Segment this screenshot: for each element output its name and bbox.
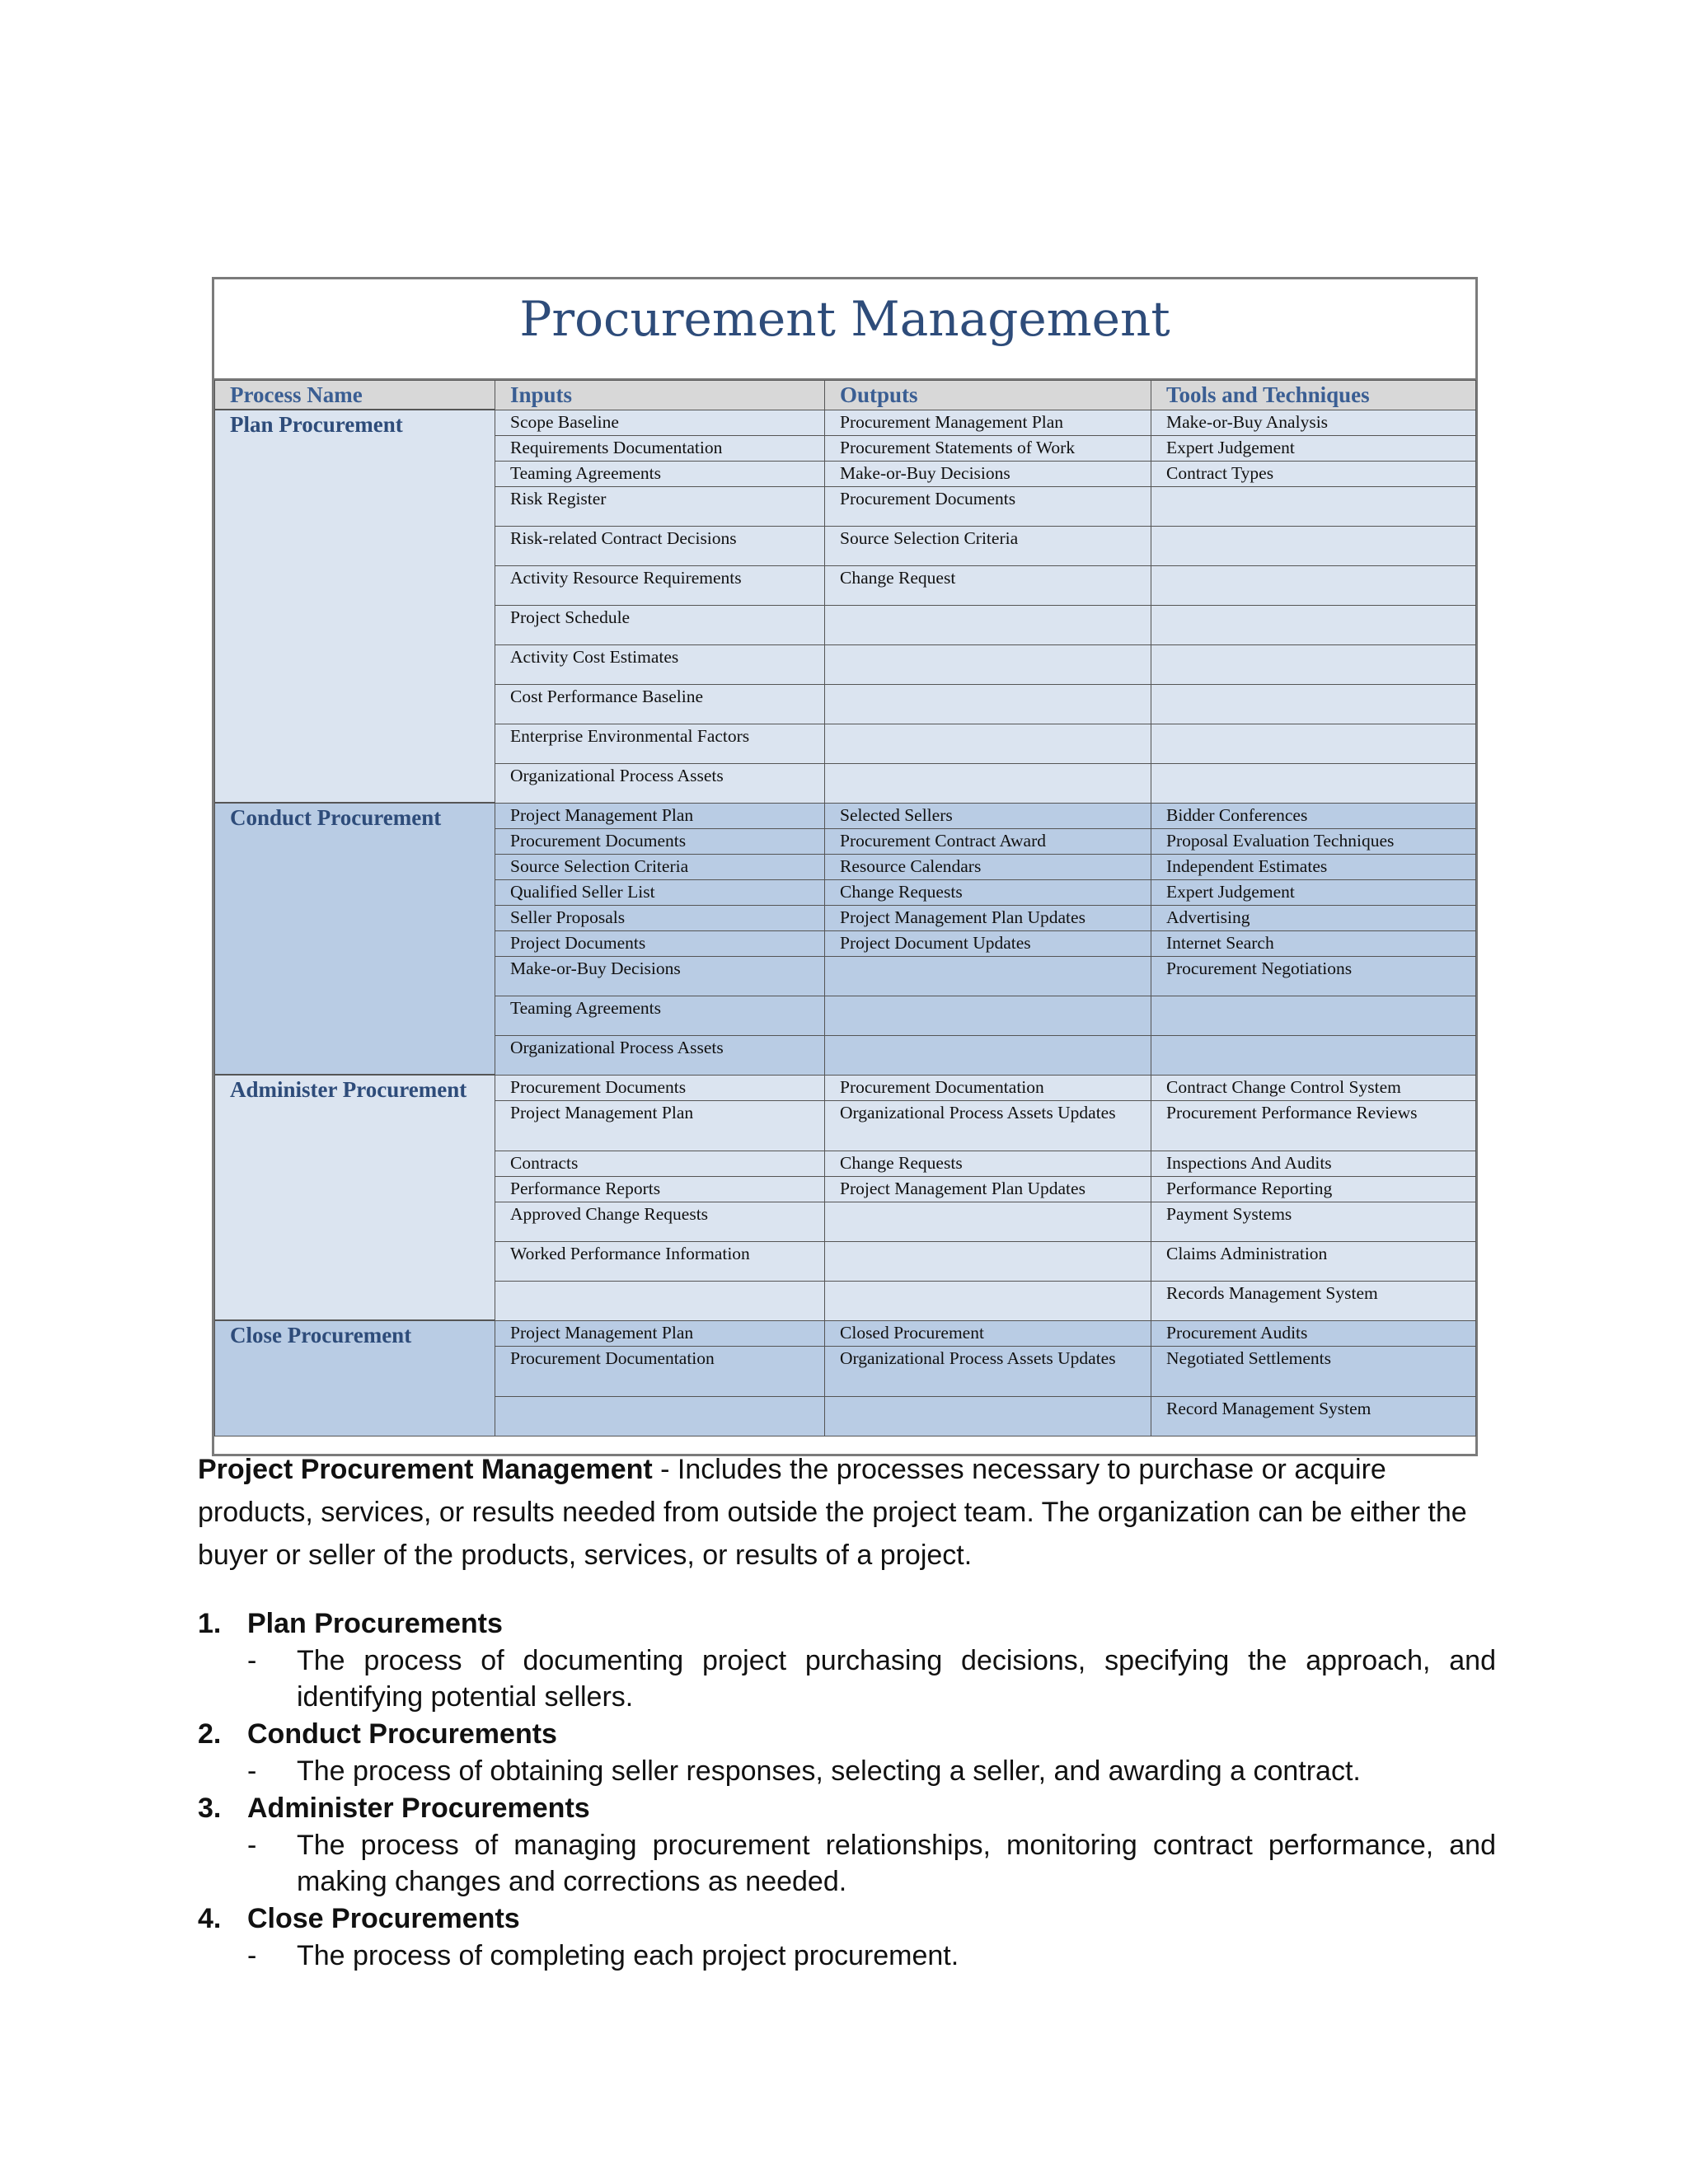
input-cell: Enterprise Environmental Factors — [495, 724, 825, 763]
tool-cell: Negotiated Settlements — [1151, 1346, 1476, 1396]
list-item-description — [247, 1643, 1496, 1715]
tool-cell: Contract Types — [1151, 461, 1476, 486]
process-name-cell: Conduct Procurement — [215, 803, 495, 1075]
output-cell: Organizational Process Assets Updates — [825, 1346, 1151, 1396]
tool-cell — [1151, 605, 1476, 644]
output-cell — [825, 644, 1151, 684]
intro-bold: Project Procurement Management — [198, 1454, 653, 1485]
tool-cell: Record Management System — [1151, 1396, 1476, 1436]
output-cell — [825, 1035, 1151, 1075]
tool-cell: Independent Estimates — [1151, 854, 1476, 879]
tool-cell: Procurement Performance Reviews — [1151, 1100, 1476, 1151]
output-cell: Project Management Plan Updates — [825, 905, 1151, 930]
table-title: Procurement Management — [214, 279, 1475, 380]
output-cell: Resource Calendars — [825, 854, 1151, 879]
output-cell: Closed Procurement — [825, 1320, 1151, 1346]
tool-cell — [1151, 724, 1476, 763]
input-cell — [495, 1396, 825, 1436]
input-cell: Risk-related Contract Decisions — [495, 526, 825, 565]
tool-cell: Claims Administration — [1151, 1241, 1476, 1281]
list-item-description — [247, 1938, 1496, 1974]
tool-cell — [1151, 684, 1476, 724]
output-cell: Procurement Documentation — [825, 1075, 1151, 1100]
list-item-title: Plan Procurements — [247, 1608, 503, 1639]
tool-cell: Make-or-Buy Analysis — [1151, 410, 1476, 435]
list-item-heading — [198, 1789, 1496, 1827]
tool-cell — [1151, 644, 1476, 684]
output-cell — [825, 763, 1151, 803]
tool-cell: Internet Search — [1151, 930, 1476, 956]
output-cell: Change Request — [825, 565, 1151, 605]
output-cell: Procurement Statements of Work — [825, 435, 1151, 461]
tool-cell: Proposal Evaluation Techniques — [1151, 828, 1476, 854]
output-cell: Make-or-Buy Decisions — [825, 461, 1151, 486]
list-item-number: 2. — [198, 1718, 222, 1750]
tool-cell: Performance Reporting — [1151, 1176, 1476, 1202]
output-cell — [825, 724, 1151, 763]
dash-bullet: - — [247, 1645, 257, 1676]
output-cell — [825, 605, 1151, 644]
input-cell: Make-or-Buy Decisions — [495, 956, 825, 996]
output-cell: Organizational Process Assets Updates — [825, 1100, 1151, 1151]
header-outputs: Outputs — [825, 381, 1151, 410]
output-cell: Project Document Updates — [825, 930, 1151, 956]
header-tools: Tools and Techniques — [1151, 381, 1476, 410]
list-item-number: 3. — [198, 1793, 222, 1824]
output-cell — [825, 956, 1151, 996]
input-cell: Worked Performance Information — [495, 1241, 825, 1281]
input-cell: Source Selection Criteria — [495, 854, 825, 879]
input-cell: Approved Change Requests — [495, 1202, 825, 1241]
intro-text: - Includes the processes necessary to purchase or acquire products, services, or results needed from outside the project team. The organization can be either the buyer or seller of the products, services, or results of a project. — [198, 1454, 1467, 1571]
input-cell: Teaming Agreements — [495, 996, 825, 1035]
body-text — [198, 1448, 1496, 1974]
process-name-cell: Close Procurement — [215, 1320, 495, 1436]
tool-cell — [1151, 486, 1476, 526]
process-name-cell: Administer Procurement — [215, 1075, 495, 1320]
list-item-number: 4. — [198, 1903, 222, 1934]
output-cell — [825, 684, 1151, 724]
dash-bullet: - — [247, 1830, 257, 1861]
table-body — [215, 410, 1476, 1436]
output-cell: Change Requests — [825, 879, 1151, 905]
tool-cell: Procurement Audits — [1151, 1320, 1476, 1346]
output-cell: Procurement Contract Award — [825, 828, 1151, 854]
input-cell: Qualified Seller List — [495, 879, 825, 905]
tool-cell: Advertising — [1151, 905, 1476, 930]
list-item-heading — [198, 1605, 1496, 1643]
tool-cell: Procurement Negotiations — [1151, 956, 1476, 996]
list-item-desc-text: The process of managing procurement relationships, monitoring contract performance, and making changes and corrections as needed. — [297, 1830, 1496, 1897]
table-row — [215, 803, 1476, 828]
list-item-number: 1. — [198, 1608, 222, 1639]
list-item-title: Administer Procurements — [247, 1793, 590, 1824]
table-row — [215, 410, 1476, 435]
output-cell: Procurement Management Plan — [825, 410, 1151, 435]
output-cell: Project Management Plan Updates — [825, 1176, 1151, 1202]
output-cell — [825, 996, 1151, 1035]
process-list — [198, 1605, 1496, 1974]
tool-cell: Contract Change Control System — [1151, 1075, 1476, 1100]
list-item-heading — [198, 1715, 1496, 1753]
header-process-name: Process Name — [215, 381, 495, 410]
tool-cell — [1151, 996, 1476, 1035]
table-row — [215, 1075, 1476, 1100]
list-item-title: Conduct Procurements — [247, 1718, 557, 1750]
output-cell: Source Selection Criteria — [825, 526, 1151, 565]
input-cell: Procurement Documents — [495, 828, 825, 854]
input-cell: Project Schedule — [495, 605, 825, 644]
dash-bullet: - — [247, 1940, 257, 1971]
input-cell: Project Documents — [495, 930, 825, 956]
input-cell: Risk Register — [495, 486, 825, 526]
input-cell: Requirements Documentation — [495, 435, 825, 461]
list-item-desc-text: The process of obtaining seller responses, selecting a seller, and awarding a contract. — [297, 1755, 1361, 1787]
tool-cell: Records Management System — [1151, 1281, 1476, 1320]
input-cell: Activity Resource Requirements — [495, 565, 825, 605]
tool-cell: Inspections And Audits — [1151, 1151, 1476, 1176]
tool-cell — [1151, 1035, 1476, 1075]
input-cell: Organizational Process Assets — [495, 763, 825, 803]
tool-cell: Expert Judgement — [1151, 435, 1476, 461]
input-cell — [495, 1281, 825, 1320]
output-cell — [825, 1202, 1151, 1241]
tool-cell: Payment Systems — [1151, 1202, 1476, 1241]
list-item-description — [247, 1827, 1496, 1900]
output-cell — [825, 1281, 1151, 1320]
input-cell: Project Management Plan — [495, 1100, 825, 1151]
input-cell: Teaming Agreements — [495, 461, 825, 486]
tool-cell — [1151, 565, 1476, 605]
list-item-desc-text: The process of documenting project purchasing decisions, specifying the approach, and identifying potential sellers. — [297, 1645, 1496, 1713]
intro-paragraph — [198, 1448, 1496, 1577]
header-inputs: Inputs — [495, 381, 825, 410]
input-cell: Organizational Process Assets — [495, 1035, 825, 1075]
output-cell: Change Requests — [825, 1151, 1151, 1176]
input-cell: Cost Performance Baseline — [495, 684, 825, 724]
input-cell: Procurement Documentation — [495, 1346, 825, 1396]
output-cell — [825, 1396, 1151, 1436]
input-cell: Seller Proposals — [495, 905, 825, 930]
tool-cell — [1151, 526, 1476, 565]
input-cell: Performance Reports — [495, 1176, 825, 1202]
input-cell: Activity Cost Estimates — [495, 644, 825, 684]
procurement-table-container — [212, 277, 1478, 1456]
tool-cell: Bidder Conferences — [1151, 803, 1476, 828]
input-cell: Procurement Documents — [495, 1075, 825, 1100]
output-cell: Procurement Documents — [825, 486, 1151, 526]
procurement-table — [214, 380, 1476, 1436]
output-cell: Selected Sellers — [825, 803, 1151, 828]
output-cell — [825, 1241, 1151, 1281]
input-cell: Project Management Plan — [495, 1320, 825, 1346]
input-cell: Scope Baseline — [495, 410, 825, 435]
tool-cell: Expert Judgement — [1151, 879, 1476, 905]
list-item-desc-text: The process of completing each project procurement. — [297, 1940, 959, 1971]
list-item-description — [247, 1753, 1496, 1789]
dash-bullet: - — [247, 1755, 257, 1787]
input-cell: Contracts — [495, 1151, 825, 1176]
header-row — [215, 381, 1476, 410]
list-item-heading — [198, 1900, 1496, 1938]
tool-cell — [1151, 763, 1476, 803]
list-item-title: Close Procurements — [247, 1903, 520, 1934]
table-row — [215, 1320, 1476, 1346]
input-cell: Project Management Plan — [495, 803, 825, 828]
process-name-cell: Plan Procurement — [215, 410, 495, 803]
